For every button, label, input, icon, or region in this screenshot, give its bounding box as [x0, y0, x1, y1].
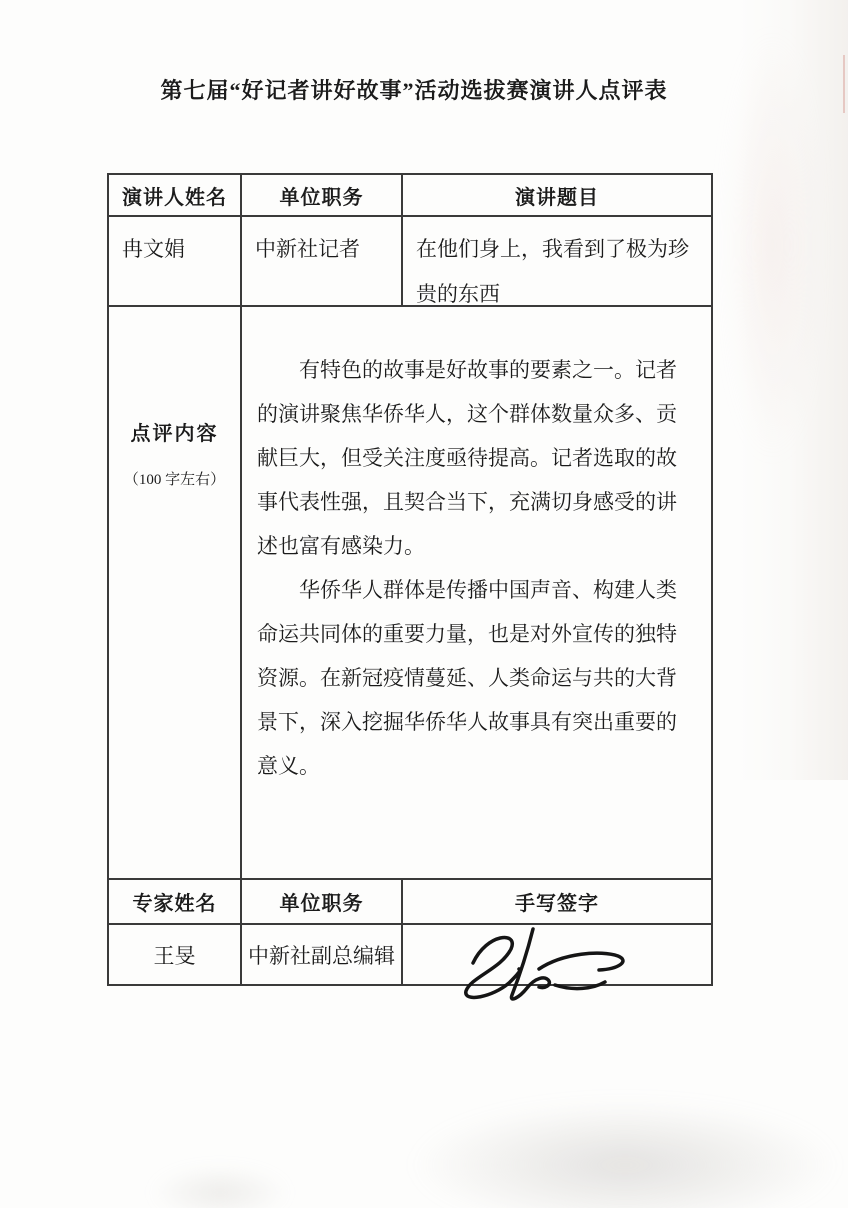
comment-paragraph-1: 有特色的故事是好故事的要素之一。记者的演讲聚焦华侨华人，这个群体数量众多、贡献巨大，但受关注度亟待提高。记者选取的故事代表性强，且契合当下，充满切身感受的讲述也富有感染力。 — [257, 358, 677, 558]
comment-paragraph-2: 华侨华人群体是传播中国声音、构建人类命运共同体的重要力量，也是对外宣传的独特资源。在新冠疫情蔓延、人类命运与共的大背景下，深入挖掘华侨华人故事具有突出重要的意义。 — [257, 578, 677, 778]
comment-label: 点评内容 — [130, 423, 219, 445]
comment-label-cell — [109, 307, 242, 880]
header-speaker-name: 演讲人姓名 — [109, 175, 242, 217]
scan-artifact-bottom-smudge-small — [150, 1165, 290, 1208]
speaker-name-value: 冉文娟 — [109, 217, 242, 307]
speech-topic-value: 在他们身上，我看到了极为珍贵的东西 — [403, 217, 711, 307]
scan-artifact-right-band — [718, 0, 848, 780]
evaluation-form-table — [107, 173, 713, 986]
header-handwritten-signature: 手写签字 — [403, 880, 711, 925]
signature-cell — [403, 925, 711, 984]
header-speaker-position: 单位职务 — [242, 175, 403, 217]
scan-artifact-bottom-smudge — [410, 1100, 840, 1208]
comment-word-count-note: （100 字左右） — [123, 472, 226, 488]
header-expert-name: 专家姓名 — [109, 880, 242, 925]
comment-body-cell — [242, 307, 711, 880]
speaker-position-value: 中新社记者 — [242, 217, 403, 307]
expert-position-value: 中新社副总编辑 — [242, 925, 403, 984]
header-speech-topic: 演讲题目 — [403, 175, 711, 217]
expert-name-value: 王旻 — [109, 925, 242, 984]
scan-artifact-edge-line — [843, 55, 845, 113]
header-expert-position: 单位职务 — [242, 880, 403, 925]
handwritten-signature-icon — [451, 923, 631, 1005]
document-title: 第七届“好记者讲好故事”活动选拔赛演讲人点评表 — [160, 78, 668, 103]
